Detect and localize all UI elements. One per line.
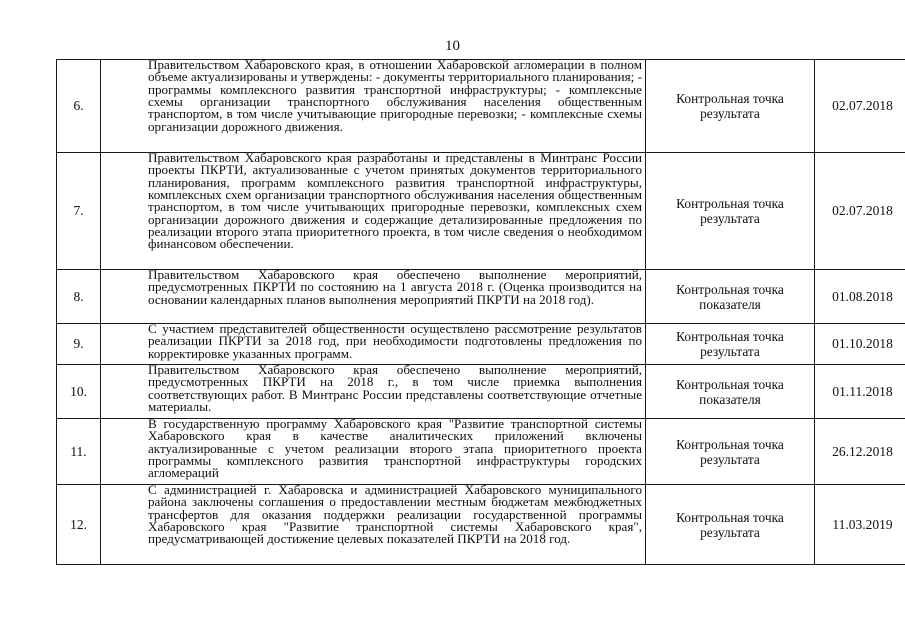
- row-description: Правительством Хабаровского края обеспечено выполнение мероприятий, предусмотренных ПКРТИ на 2018 г., в том числе приемка выполнения соответствующих работ. В Минтранс России представлены соответствующие отчетные материалы.: [101, 365, 646, 419]
- row-number: 10.: [57, 365, 101, 419]
- table-row: [57, 270, 905, 324]
- row-number: 12.: [57, 485, 101, 565]
- row-date: 02.07.2018: [815, 60, 905, 153]
- row-date: 02.07.2018: [815, 153, 905, 270]
- row-milestone-type: Контрольная точка результата: [646, 153, 815, 270]
- table-row: [57, 324, 905, 365]
- row-date: 01.08.2018: [815, 270, 905, 324]
- row-description: В государственную программу Хабаровского края "Развитие транспортной системы Хабаровского края в качестве аналитических приложений включены актуализированные с учетом реализации второго этапа приоритетного проекта программы комплексного развития транспортной инфраструктуры городских агломераций: [101, 419, 646, 485]
- table-row: [57, 485, 905, 565]
- row-description: С участием представителей общественности осуществлено рассмотрение результатов реализации ПКРТИ за 2018 год, при необходимости подготовлены предложения по корректировке указанных программ.: [101, 324, 646, 365]
- row-description: С администрацией г. Хабаровска и администрацией Хабаровского муниципального района заключены соглашения о предоставлении местным бюджетам межбюджетных трансфертов для оказания поддержки реализации государственной программы Хабаровского края "Развитие транспортной системы Хабаровского края", предусматривающей достижение целевых показателей ПКРТИ на 2018 год.: [101, 485, 646, 565]
- row-milestone-type: Контрольная точка показателя: [646, 270, 815, 324]
- row-date: 01.10.2018: [815, 324, 905, 365]
- row-date: 11.03.2019: [815, 485, 905, 565]
- row-milestone-type: Контрольная точка результата: [646, 60, 815, 153]
- row-milestone-type: Контрольная точка показателя: [646, 365, 815, 419]
- row-date: 26.12.2018: [815, 419, 905, 485]
- row-description: Правительством Хабаровского края обеспечено выполнение мероприятий, предусмотренных ПКРТИ по состоянию на 1 августа 2018 г. (Оценка производится на основании календарных планов выполнения мероприятий ПКРТИ на 2018 год).: [101, 270, 646, 324]
- row-milestone-type: Контрольная точка результата: [646, 419, 815, 485]
- table-row: [57, 365, 905, 419]
- milestones-table: [56, 59, 905, 565]
- table-row: [57, 419, 905, 485]
- row-number: 6.: [57, 60, 101, 153]
- row-date: 01.11.2018: [815, 365, 905, 419]
- row-number: 11.: [57, 419, 101, 485]
- table-row: [57, 60, 905, 153]
- page-number: 10: [445, 38, 460, 54]
- row-milestone-type: Контрольная точка результата: [646, 324, 815, 365]
- row-number: 7.: [57, 153, 101, 270]
- row-number: 8.: [57, 270, 101, 324]
- row-milestone-type: Контрольная точка результата: [646, 485, 815, 565]
- row-number: 9.: [57, 324, 101, 365]
- table-row: [57, 153, 905, 270]
- row-description: Правительством Хабаровского края, в отношении Хабаровской агломерации в полном объеме актуализированы и утверждены: - документы территориального планирования; - программы комплексного развития транспортной инфраструктуры; - комплексные схемы организации транспортного обслуживания населения общественным транспортом, в том числе учитывающие пригородные перевозки; - комплексные схемы организации дорожного движения.: [101, 60, 646, 153]
- row-description: Правительством Хабаровского края разработаны и представлены в Минтранс России проекты ПКРТИ, актуализованные с учетом принятых документов территориального планирования, программ комплексного развития транспортной инфраструктуры, комплексных схем организации транспортного обслуживания населения общественным транспортом, в том числе учитывающих пригородные перевозки, комплексных схем организации дорожного движения и содержащие детализированные предложения по реализации второго этапа приоритетного проекта, в том числе сведения о необходимом финансовом обеспечении.: [101, 153, 646, 270]
